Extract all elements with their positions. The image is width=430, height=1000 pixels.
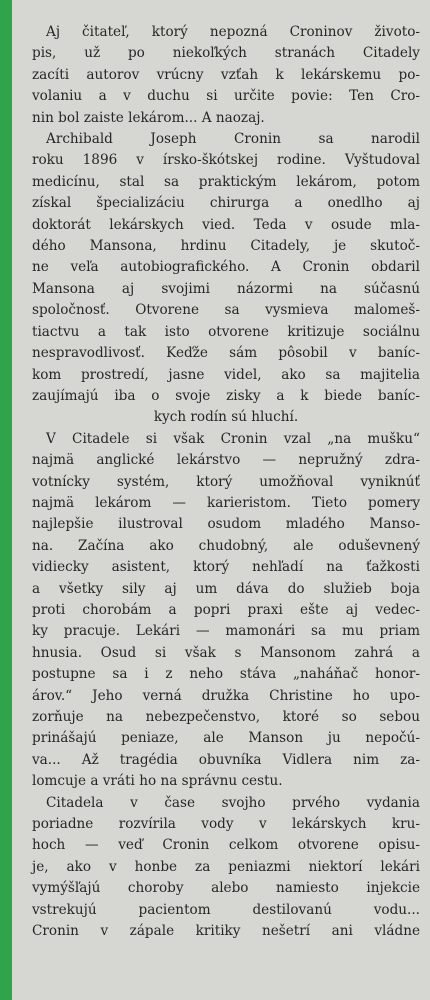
text-line: zacíti autorov vrúcny vzťah k lekárskemu po- [32, 66, 420, 83]
text-line: nespravodlivosť. Keďže sám pôsobil v baníc- [32, 345, 420, 362]
text-line: medicínu, stal sa praktickým lekárom, potom [32, 173, 420, 190]
text-line: Aj čitateľ, ktorý nepozná Croninov životo- [46, 24, 420, 40]
text-line: Archibald Joseph Cronin sa narodil [46, 131, 420, 148]
text-line: votnícky systém, ktorý umožňoval vyniknúť [32, 473, 420, 490]
text-line: hnusia. Osud si však s Mansonom zahrá a [32, 644, 420, 661]
text-line: Mansona aj svojimi názormi na súčasnú [32, 280, 420, 297]
text-line: Cronin v zápale kritiky nešetrí ani vládne [32, 923, 420, 940]
text-line: lomcuje a vráti ho na správnu cestu. [32, 773, 283, 790]
book-page [12, 0, 430, 1000]
text-line: ne veľa autobiografického. A Cronin obdaril [32, 259, 420, 276]
text-line: dého Mansona, hrdinu Citadely, je skutoč- [32, 238, 420, 255]
text-line: roku 1896 v írsko-škótskej rodine. Vyštudoval [32, 152, 420, 169]
text-line: hoch — veď Cronin celkom otvorene opisu- [32, 837, 420, 854]
text-line: V Citadele si však Cronin vzal „na mušku“ [46, 430, 420, 447]
article-text [32, 22, 420, 942]
text-line: spoločnosť. Otvorene sa vysmieva malomeš- [32, 302, 420, 319]
text-line: získal špecializáciu chirurga a onedlho aj [32, 195, 420, 212]
text-line: volaniu a v duchu si určite povie: Ten Cro- [32, 88, 420, 105]
text-line: proti chorobám a popri praxi ešte aj vedec- [32, 601, 420, 618]
text-line: ky pracuje. Lekári — mamonári sa mu priam [32, 623, 420, 640]
paragraph [32, 793, 420, 943]
text-line: je, ako v honbe za peniazmi niektorí lekári [32, 858, 420, 875]
paragraph [32, 22, 420, 129]
text-line: vstrekujú pacientom destilovanú vodu... [32, 901, 420, 918]
text-line: kom prostredí, jasne videl, ako sa majitelia [32, 366, 420, 383]
text-line: va... Až tragédia obuvníka Vidlera nim za- [32, 751, 420, 768]
text-line: nin bol zaiste lekárom... A naozaj. [32, 109, 265, 126]
text-line: zaujímajú iba o svoje zisky a k biede baníc- [32, 387, 420, 404]
text-line: poriadne rozvírila vody v lekárskych kru- [32, 816, 420, 833]
text-line: vidiecky asistent, ktorý nehľadí na ťažkosti [32, 559, 420, 576]
text-line: na. Začína ako chudobný, ale oduševnený [32, 537, 420, 554]
paragraph [32, 429, 420, 793]
text-line: tiactvu a tak isto otvorene kritizuje sociálnu [32, 323, 420, 340]
text-line: árov.“ Jeho verná družka Christine ho upo- [32, 687, 420, 704]
text-line: zorňuje na nebezpečenstvo, ktoré so sebou [32, 709, 420, 725]
text-line: najmä lekárom — karieristom. Tieto pomery [32, 494, 420, 511]
text-line: Citadela v čase svojho prvého vydania [46, 794, 420, 811]
text-line: kych rodín sú hluchí. [153, 409, 299, 426]
text-line: pis, už po niekoľkých stranách Citadely [32, 45, 420, 62]
green-spine-edge [0, 0, 12, 1000]
text-line: a všetky sily aj um dáva do služieb boja [32, 580, 420, 597]
text-line: postupne sa i z neho stáva „naháňač honor- [32, 666, 420, 683]
paragraph [32, 129, 420, 429]
text-line: prinášajú peniaze, ale Manson ju nepočú- [32, 730, 420, 747]
text-line: najmä anglické lekárstvo — nepružný zdra- [32, 452, 420, 469]
text-line: doktorát lekárskych vied. Teda v osude mla- [32, 216, 420, 233]
text-line: vymýšľajú choroby alebo namiesto injekcie [32, 880, 420, 897]
text-line: najlepšie ilustroval osudom mladého Manso- [32, 516, 420, 533]
